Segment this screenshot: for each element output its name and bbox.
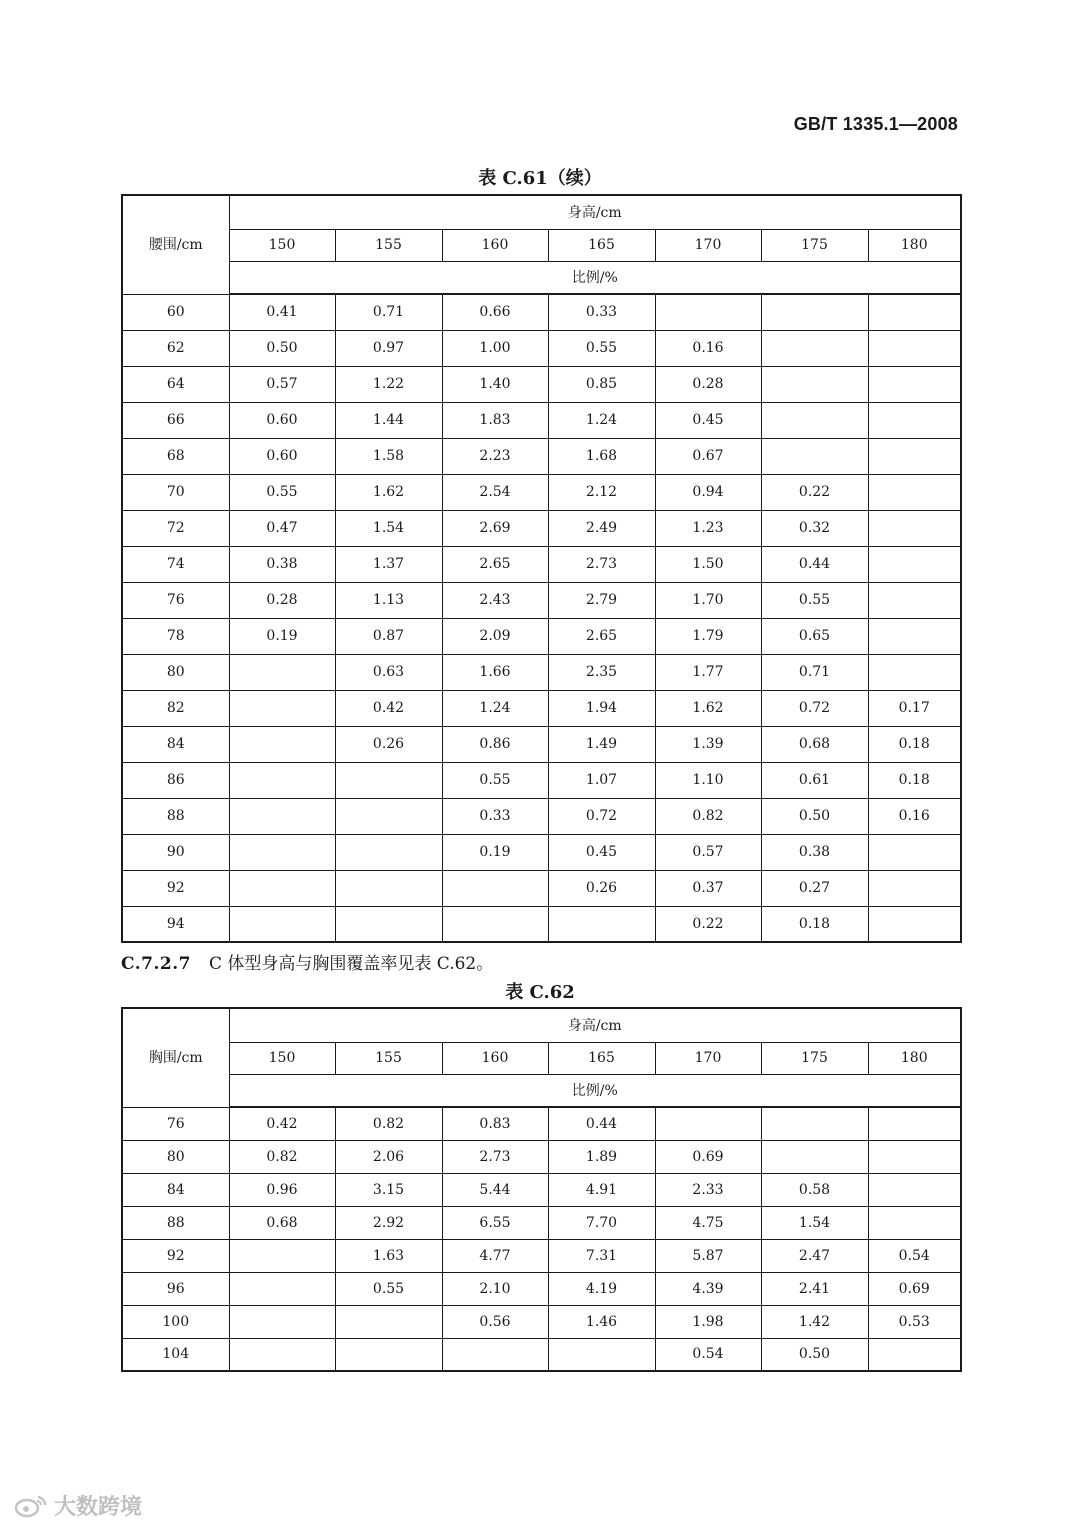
table-row	[122, 402, 961, 438]
table-cell: 0.68	[229, 1206, 335, 1239]
row-label: 70	[122, 474, 229, 510]
table-cell: 0.41	[229, 294, 335, 330]
table-cell: 4.19	[548, 1272, 655, 1305]
table-cell	[868, 366, 961, 402]
table-c62-title: 表 C.62	[505, 982, 575, 1003]
table-cell: 0.56	[442, 1305, 548, 1338]
table-cell: 0.55	[548, 330, 655, 366]
table-cell	[229, 762, 335, 798]
table-row	[122, 654, 961, 690]
table-cell	[548, 1338, 655, 1371]
table-cell: 0.55	[229, 474, 335, 510]
table-cell: 0.69	[868, 1272, 961, 1305]
table-cell: 0.19	[229, 618, 335, 654]
table-cell: 0.82	[335, 1107, 442, 1140]
height-180: 180	[868, 1042, 961, 1074]
row-label: 78	[122, 618, 229, 654]
table-cell: 1.77	[655, 654, 761, 690]
table-cell: 1.46	[548, 1305, 655, 1338]
table-cell: 0.69	[655, 1140, 761, 1173]
table-cell: 0.26	[335, 726, 442, 762]
table-cell: 0.47	[229, 510, 335, 546]
table-cell	[335, 834, 442, 870]
table-row	[122, 870, 961, 906]
table-cell: 0.27	[761, 870, 868, 906]
table-cell: 5.44	[442, 1173, 548, 1206]
table-cell: 3.15	[335, 1173, 442, 1206]
table-row	[122, 1206, 961, 1239]
table-row	[122, 1140, 961, 1173]
table-cell: 0.42	[335, 690, 442, 726]
height-150: 150	[229, 1042, 335, 1074]
table-cell: 4.39	[655, 1272, 761, 1305]
height-165: 165	[548, 1042, 655, 1074]
table-cell: 2.49	[548, 510, 655, 546]
table-cell	[868, 438, 961, 474]
unit-header: 比例/%	[229, 261, 961, 294]
table-cell: 1.70	[655, 582, 761, 618]
row-label: 72	[122, 510, 229, 546]
table-row	[122, 366, 961, 402]
section-number: C.7.2.7	[121, 954, 191, 974]
watermark-text: 大数跨境	[54, 1495, 143, 1520]
height-group-header: 身高/cm	[229, 195, 961, 229]
row-label: 104	[122, 1338, 229, 1371]
table-cell	[335, 906, 442, 942]
table-cell: 0.33	[442, 798, 548, 834]
table-cell	[761, 366, 868, 402]
table-cell: 0.22	[761, 474, 868, 510]
table-cell: 0.60	[229, 402, 335, 438]
row-label: 92	[122, 870, 229, 906]
table-cell: 2.35	[548, 654, 655, 690]
table-cell: 2.43	[442, 582, 548, 618]
table-cell: 5.87	[655, 1239, 761, 1272]
row-label: 84	[122, 726, 229, 762]
table-cell: 0.68	[761, 726, 868, 762]
table-cell: 0.72	[548, 798, 655, 834]
table-cell: 0.83	[442, 1107, 548, 1140]
table-cell	[229, 1239, 335, 1272]
table-cell: 4.75	[655, 1206, 761, 1239]
table-cell: 2.09	[442, 618, 548, 654]
table-cell: 1.98	[655, 1305, 761, 1338]
table-cell: 0.55	[442, 762, 548, 798]
table-cell: 1.63	[335, 1239, 442, 1272]
table-cell	[761, 330, 868, 366]
row-label: 66	[122, 402, 229, 438]
table-cell: 0.72	[761, 690, 868, 726]
table-cell: 4.77	[442, 1239, 548, 1272]
table-cell: 0.18	[761, 906, 868, 942]
table-cell: 2.41	[761, 1272, 868, 1305]
table-cell	[335, 870, 442, 906]
height-170: 170	[655, 229, 761, 261]
table-cell	[868, 1140, 961, 1173]
row-label: 76	[122, 582, 229, 618]
table-cell: 0.65	[761, 618, 868, 654]
table-cell	[229, 690, 335, 726]
row-label: 94	[122, 906, 229, 942]
height-values-row	[122, 1042, 961, 1074]
table-cell: 2.69	[442, 510, 548, 546]
row-label: 88	[122, 1206, 229, 1239]
table-cell: 0.96	[229, 1173, 335, 1206]
table-cell: 6.55	[442, 1206, 548, 1239]
table-cell: 2.33	[655, 1173, 761, 1206]
section-paragraph	[121, 949, 493, 974]
table-cell	[335, 1338, 442, 1371]
table-cell	[229, 654, 335, 690]
table-cell: 2.65	[442, 546, 548, 582]
row-label: 68	[122, 438, 229, 474]
table-row	[122, 546, 961, 582]
table-c62-body	[122, 1107, 961, 1371]
table-cell: 0.85	[548, 366, 655, 402]
table-cell	[868, 330, 961, 366]
table-cell: 2.73	[548, 546, 655, 582]
table-cell: 0.63	[335, 654, 442, 690]
table-cell: 0.50	[229, 330, 335, 366]
table-row	[122, 798, 961, 834]
table-cell	[655, 1107, 761, 1140]
table-cell: 0.42	[229, 1107, 335, 1140]
table-row	[122, 438, 961, 474]
table-cell	[868, 582, 961, 618]
table-cell: 7.31	[548, 1239, 655, 1272]
table-cell: 0.55	[761, 582, 868, 618]
table-cell: 2.06	[335, 1140, 442, 1173]
weibo-logo-icon	[14, 1493, 48, 1519]
table-cell	[442, 870, 548, 906]
table-cell	[868, 1338, 961, 1371]
table-cell	[229, 1305, 335, 1338]
row-header-waist: 腰围/cm	[122, 195, 229, 294]
table-cell: 0.45	[655, 402, 761, 438]
table-row	[122, 1173, 961, 1206]
table-cell: 1.44	[335, 402, 442, 438]
table-cell	[868, 1107, 961, 1140]
table-cell: 1.39	[655, 726, 761, 762]
row-label: 96	[122, 1272, 229, 1305]
table-cell: 0.58	[761, 1173, 868, 1206]
table-cell	[442, 1338, 548, 1371]
table-cell: 0.19	[442, 834, 548, 870]
table-cell: 1.23	[655, 510, 761, 546]
table-row	[122, 510, 961, 546]
table-cell: 0.94	[655, 474, 761, 510]
table-cell: 1.07	[548, 762, 655, 798]
height-180: 180	[868, 229, 961, 261]
row-label: 100	[122, 1305, 229, 1338]
table-row	[122, 618, 961, 654]
height-160: 160	[442, 1042, 548, 1074]
watermark	[14, 1490, 142, 1521]
table-cell: 1.58	[335, 438, 442, 474]
table-cell: 0.16	[655, 330, 761, 366]
row-label: 84	[122, 1173, 229, 1206]
table-cell	[868, 1173, 961, 1206]
table-cell: 1.66	[442, 654, 548, 690]
table-cell: 0.37	[655, 870, 761, 906]
table-cell	[655, 294, 761, 330]
table-row	[122, 726, 961, 762]
height-165: 165	[548, 229, 655, 261]
table-row	[122, 690, 961, 726]
table-cell	[868, 510, 961, 546]
table-cell: 1.49	[548, 726, 655, 762]
row-label: 88	[122, 798, 229, 834]
table-cell: 0.57	[655, 834, 761, 870]
height-group-header: 身高/cm	[229, 1008, 961, 1042]
table-cell	[868, 294, 961, 330]
table-cell: 2.54	[442, 474, 548, 510]
table-cell: 1.24	[442, 690, 548, 726]
table-cell: 1.54	[761, 1206, 868, 1239]
table-cell: 1.00	[442, 330, 548, 366]
table-c61-title: 表 C.61（续）	[478, 168, 602, 189]
table-cell: 0.44	[761, 546, 868, 582]
height-155: 155	[335, 1042, 442, 1074]
row-label: 76	[122, 1107, 229, 1140]
table-cell: 0.33	[548, 294, 655, 330]
table-cell	[229, 906, 335, 942]
table-cell: 0.50	[761, 798, 868, 834]
table-cell	[335, 1305, 442, 1338]
row-header-chest: 胸围/cm	[122, 1008, 229, 1107]
table-row	[122, 1338, 961, 1371]
section-text: C 体型身高与胸围覆盖率见表 C.62。	[208, 954, 494, 974]
table-cell: 2.92	[335, 1206, 442, 1239]
table-cell	[229, 834, 335, 870]
table-cell: 0.38	[761, 834, 868, 870]
table-cell	[229, 1338, 335, 1371]
table-cell: 1.37	[335, 546, 442, 582]
table-cell	[868, 906, 961, 942]
table-cell	[761, 294, 868, 330]
table-cell	[868, 870, 961, 906]
table-cell: 1.22	[335, 366, 442, 402]
table-cell: 0.82	[655, 798, 761, 834]
height-values-row	[122, 229, 961, 261]
table-cell: 0.86	[442, 726, 548, 762]
table-cell: 2.12	[548, 474, 655, 510]
table-row	[122, 582, 961, 618]
table-cell	[868, 834, 961, 870]
row-label: 92	[122, 1239, 229, 1272]
table-cell: 0.16	[868, 798, 961, 834]
table-cell	[335, 798, 442, 834]
table-cell: 4.91	[548, 1173, 655, 1206]
table-cell: 0.50	[761, 1338, 868, 1371]
table-cell	[229, 798, 335, 834]
table-row	[122, 906, 961, 942]
table-cell: 2.73	[442, 1140, 548, 1173]
table-row	[122, 1305, 961, 1338]
table-cell: 0.61	[761, 762, 868, 798]
table-row	[122, 294, 961, 330]
table-cell: 0.97	[335, 330, 442, 366]
table-cell	[868, 402, 961, 438]
table-cell	[868, 654, 961, 690]
table-cell	[548, 906, 655, 942]
table-row	[122, 1239, 961, 1272]
table-cell	[335, 762, 442, 798]
table-cell	[229, 870, 335, 906]
table-cell: 0.71	[335, 294, 442, 330]
table-cell: 0.26	[548, 870, 655, 906]
table-cell: 0.32	[761, 510, 868, 546]
table-cell: 0.55	[335, 1272, 442, 1305]
height-155: 155	[335, 229, 442, 261]
table-c61	[121, 194, 962, 943]
table-cell	[868, 474, 961, 510]
table-cell: 0.17	[868, 690, 961, 726]
table-cell: 2.10	[442, 1272, 548, 1305]
row-label: 80	[122, 1140, 229, 1173]
table-row	[122, 1107, 961, 1140]
row-label: 60	[122, 294, 229, 330]
table-cell: 0.82	[229, 1140, 335, 1173]
standard-code: GB/T 1335.1—2008	[793, 114, 958, 134]
table-cell: 1.94	[548, 690, 655, 726]
table-cell	[761, 438, 868, 474]
height-160: 160	[442, 229, 548, 261]
row-label: 80	[122, 654, 229, 690]
table-cell: 1.62	[655, 690, 761, 726]
table-cell: 7.70	[548, 1206, 655, 1239]
table-cell	[229, 1272, 335, 1305]
table-cell: 1.40	[442, 366, 548, 402]
table-cell: 0.54	[868, 1239, 961, 1272]
table-cell: 0.22	[655, 906, 761, 942]
row-label: 74	[122, 546, 229, 582]
table-cell: 1.50	[655, 546, 761, 582]
row-label: 86	[122, 762, 229, 798]
table-cell	[868, 1206, 961, 1239]
row-label: 64	[122, 366, 229, 402]
table-row	[122, 762, 961, 798]
table-cell	[761, 1107, 868, 1140]
table-cell	[761, 1140, 868, 1173]
table-cell	[761, 402, 868, 438]
table-cell: 1.10	[655, 762, 761, 798]
table-cell: 1.13	[335, 582, 442, 618]
table-cell: 1.42	[761, 1305, 868, 1338]
table-cell	[868, 618, 961, 654]
table-cell: 0.18	[868, 762, 961, 798]
table-cell: 0.44	[548, 1107, 655, 1140]
table-cell: 1.24	[548, 402, 655, 438]
table-cell	[442, 906, 548, 942]
table-cell: 0.28	[655, 366, 761, 402]
table-c61-body	[122, 294, 961, 942]
table-cell: 0.57	[229, 366, 335, 402]
table-cell: 2.47	[761, 1239, 868, 1272]
height-150: 150	[229, 229, 335, 261]
row-label: 90	[122, 834, 229, 870]
table-cell: 2.79	[548, 582, 655, 618]
table-row	[122, 1272, 961, 1305]
table-cell: 1.62	[335, 474, 442, 510]
table-cell: 0.60	[229, 438, 335, 474]
table-cell: 0.45	[548, 834, 655, 870]
table-cell: 1.68	[548, 438, 655, 474]
table-cell: 0.38	[229, 546, 335, 582]
table-cell: 0.87	[335, 618, 442, 654]
unit-header: 比例/%	[229, 1074, 961, 1107]
table-cell: 2.23	[442, 438, 548, 474]
table-cell: 0.53	[868, 1305, 961, 1338]
table-cell	[229, 726, 335, 762]
table-cell: 0.54	[655, 1338, 761, 1371]
table-cell: 1.83	[442, 402, 548, 438]
table-cell: 1.89	[548, 1140, 655, 1173]
height-175: 175	[761, 229, 868, 261]
table-cell: 0.66	[442, 294, 548, 330]
table-cell: 1.79	[655, 618, 761, 654]
row-label: 62	[122, 330, 229, 366]
table-cell: 0.18	[868, 726, 961, 762]
table-cell: 2.65	[548, 618, 655, 654]
height-175: 175	[761, 1042, 868, 1074]
table-row	[122, 474, 961, 510]
table-cell: 0.71	[761, 654, 868, 690]
table-cell	[868, 546, 961, 582]
height-170: 170	[655, 1042, 761, 1074]
table-c62	[121, 1007, 962, 1372]
table-cell: 0.67	[655, 438, 761, 474]
table-row	[122, 330, 961, 366]
table-cell: 1.54	[335, 510, 442, 546]
table-cell: 0.28	[229, 582, 335, 618]
table-row	[122, 834, 961, 870]
row-label: 82	[122, 690, 229, 726]
